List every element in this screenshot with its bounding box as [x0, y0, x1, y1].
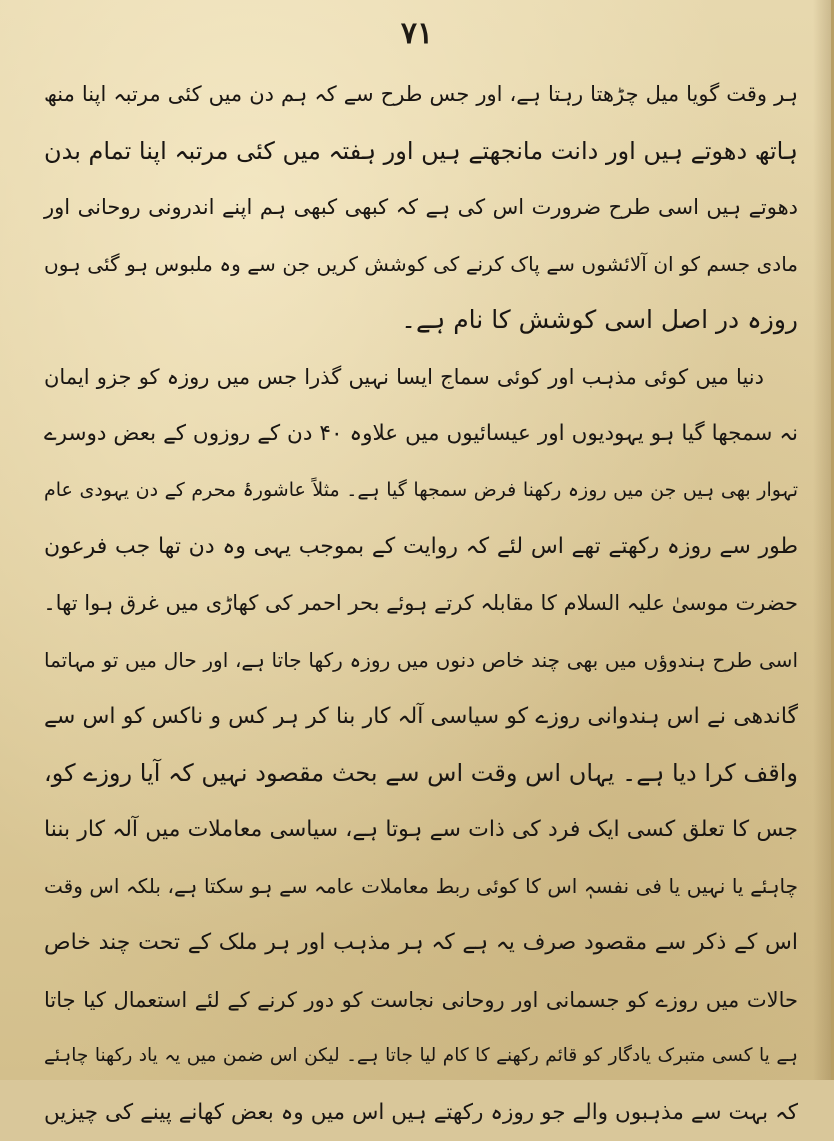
text-line: مادی جسم کو ان آلائشوں سے پاک کرنے کی کوشش کریں جن سے وہ ملبوس ہو گئی ہوں	[44, 251, 798, 276]
page-number: ۷۱	[400, 16, 434, 51]
text-line: جس کا تعلق کسی ایک فرد کی ذات سے ہوتا ہے، سیاسی معاملات میں آلہ کار بننا	[44, 816, 798, 842]
text-line: تہوار بھی ہیں جن میں روزہ رکھنا فرض سمجھا گیا ہے۔ مثلاً عاشورۂ محرم کے دن یہودی عام	[44, 479, 798, 502]
text-line: گاندھی نے اس ہندوانی روزے کو سیاسی آلہ کار بنا کر ہر کس و ناکس کو اس سے	[44, 703, 798, 729]
text-line: نہ سمجھا گیا ہو یہودیوں اور عیسائیوں میں علاوہ ۴۰ دن کے روزوں کے بعض دوسرے	[44, 420, 799, 446]
text-line: ہاتھ دھوتے ہیں اور دانت مانجھتے ہیں اور ہفتہ میں کئی مرتبہ اپنا تمام بدن	[44, 136, 798, 165]
text-line: اس کے ذکر سے مقصود صرف یہ ہے کہ ہر مذہب اور ہر ملک کے تحت چند خاص	[44, 929, 798, 955]
text-line: دنیا میں کوئی مذہب اور کوئی سماج ایسا نہیں گذرا جس میں روزہ کو جزو ایمان	[44, 364, 764, 389]
text-line: دھوتے ہیں اسی طرح ضرورت اس کی ہے کہ کبھی کبھی ہم اپنے اندرونی روحانی اور	[44, 195, 798, 220]
text-line: کہ بہت سے مذہبوں والے جو روزہ رکھتے ہیں اس میں وہ بعض کھانے پینے کی چیزیں	[44, 1099, 798, 1125]
text-line: ہر وقت گویا میل چڑھتا رہتا ہے، اور جس طرح سے کہ ہم دن میں کئی مرتبہ اپنا منھ	[44, 82, 798, 106]
text-line: اسی طرح ہندوؤں میں بھی چند خاص دنوں میں روزہ رکھا جاتا ہے، اور حال میں تو مہاتما	[44, 647, 798, 672]
text-line: واقف کرا دیا ہے۔ یہاں اس وقت اس سے بحث مقصود نہیں کہ آیا روزے کو،	[44, 759, 798, 788]
text-line: چاہئے یا نہیں یا فی نفسہٖ اس کا کوئی ربط معاملات عامہ سے ہو سکتا ہے، بلکہ اس وقت	[44, 874, 798, 899]
text-line: طور سے روزہ رکھتے تھے اس لئے کہ روایت کے بموجب یہی وہ دن تھا جب فرعون	[44, 533, 798, 559]
page-binding-shadow	[813, 0, 831, 1080]
text-line: حضرت موسیٰ علیہ السلام کا مقابلہ کرتے ہوئے بحر احمر کی کھاڑی میں غرق ہوا تھا۔	[43, 591, 798, 616]
text-line: روزہ در اصل اسی کوشش کا نام ہے۔	[401, 305, 798, 335]
text-line: ہے یا کسی متبرک یادگار کو قائم رکھنے کا کام لیا جاتا ہے۔ لیکن اس ضمن میں یہ یاد رکھنا چاہئے	[44, 1045, 798, 1067]
text-line: حالات میں روزے کو جسمانی اور روحانی نجاست کو دور کرنے کے لئے استعمال کیا جاتا	[44, 987, 798, 1012]
body-text	[44, 66, 798, 1141]
